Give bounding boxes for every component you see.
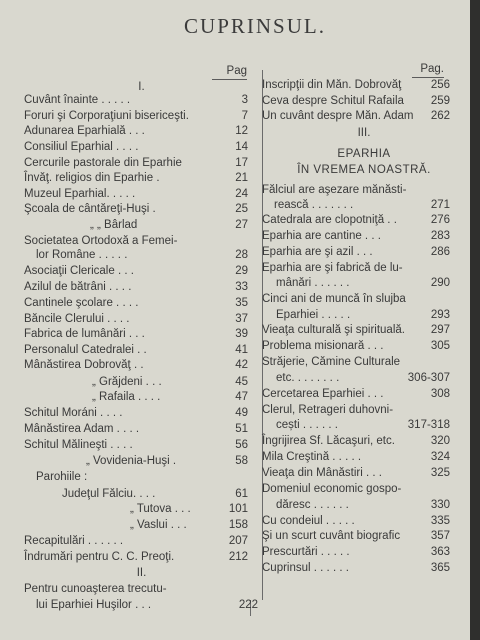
toc-entry-page: 29 xyxy=(235,265,248,277)
toc-entry-text: Mânăstirea Adam . . . . xyxy=(24,423,140,435)
toc-entry-text: Domeniul economic gospo- xyxy=(262,483,402,495)
toc-entry-page: 28 xyxy=(235,249,248,261)
toc-entry-text: Eparhiei . . . . . xyxy=(276,309,351,321)
toc-entry-page: 56 xyxy=(235,439,248,451)
toc-entry-page: 365 xyxy=(430,562,450,574)
toc-entry-page: 324 xyxy=(430,451,450,463)
toc-entry-text: „ Vaslui . . . xyxy=(130,519,187,531)
toc-entry-text: Cuprinsul . . . . . . xyxy=(262,562,349,574)
toc-entry-page: 33 xyxy=(235,281,248,293)
toc-entry-text: „ Grăjdeni . . . xyxy=(92,376,162,388)
toc-entry-page: 49 xyxy=(235,407,248,419)
toc-entry-text: Recapitulări . . . . . . xyxy=(24,535,124,547)
toc-entry-text: Fabrica de lumânări . . . xyxy=(24,328,145,340)
toc-entry-page: 293 xyxy=(430,309,450,321)
right-section-3: III. xyxy=(357,127,371,139)
toc-entry-text: Schitul Moráni . . . . xyxy=(24,407,123,419)
toc-entry-text: Cercetarea Eparhiei . . . xyxy=(262,388,384,400)
toc-entry-text: Consiliul Eparhial . . . . xyxy=(24,141,139,153)
toc-entry-page: 335 xyxy=(430,515,450,527)
toc-entry-text: Băncile Clerului . . . . xyxy=(24,313,130,325)
toc-entry-page: 61 xyxy=(235,488,248,500)
toc-entry-page: 212 xyxy=(228,551,248,563)
page-title: CUPRINSUL. xyxy=(184,14,326,38)
toc-entry-page: 3 xyxy=(241,94,248,106)
toc-entry-page: 17 xyxy=(235,157,248,169)
toc-entry-page: 47 xyxy=(235,391,248,403)
toc-entry-text: Fălciul are aşezare mănăsti- xyxy=(262,184,407,196)
toc-entry-text: „ Vovidenia-Huşi . xyxy=(86,455,177,467)
toc-entry-text: Mila Creştină . . . . . xyxy=(262,451,362,463)
toc-entry-text: lor Române . . . . . xyxy=(36,249,128,261)
toc-entry-page: 37 xyxy=(235,313,248,325)
toc-entry-text: Societatea Ortodoxă a Femei- xyxy=(24,235,178,247)
toc-entry-text: Azilul de bătrâni . . . . xyxy=(24,281,132,293)
toc-entry-text: „ Tutova . . . xyxy=(130,503,191,515)
toc-entry-page: 305 xyxy=(430,340,450,352)
toc-entry-text: „ Rafaila . . . . xyxy=(92,391,161,403)
toc-entry-page: 357 xyxy=(430,530,450,542)
toc-entry-text: mânări . . . . . . xyxy=(276,277,350,289)
toc-entry-page: 45 xyxy=(235,376,248,388)
toc-entry-text: Învăţ. religios din Eparhie . xyxy=(24,172,160,184)
toc-entry-text: Eparhia are şi azil . . . xyxy=(262,246,373,258)
toc-entry-page: 7 xyxy=(241,110,248,122)
toc-entry-page: 259 xyxy=(430,95,450,107)
toc-entry-text: Cuvânt înainte . . . . . xyxy=(24,94,131,106)
toc-entry-page: 25 xyxy=(235,203,248,215)
toc-entry-text: Personalul Catedralei . . xyxy=(24,344,147,356)
toc-entry-page: 35 xyxy=(235,297,248,309)
toc-entry-text: Eparhia are cantine . . . xyxy=(262,230,381,242)
toc-entry-page: 330 xyxy=(430,499,450,511)
toc-entry-page: 41 xyxy=(235,344,248,356)
toc-entry-page: 308 xyxy=(430,388,450,400)
toc-entry-page: 39 xyxy=(235,328,248,340)
toc-entry-page: 290 xyxy=(430,277,450,289)
toc-entry-page: 14 xyxy=(235,141,248,153)
toc-entry-page: 21 xyxy=(235,172,248,184)
toc-entry-page: 58 xyxy=(235,455,248,467)
toc-entry-text: cești . . . . . . xyxy=(276,419,338,431)
toc-entry-text: Catedrala are clopotniţă . . xyxy=(262,214,397,226)
left-pag-label: Pag xyxy=(212,64,247,80)
toc-entry-text: lui Eparhiei Huşilor . . . xyxy=(36,599,152,611)
toc-entry-text: Asociaţii Clericale . . . xyxy=(24,265,134,277)
toc-entry-text: Inscripţii din Măn. Dobrovăţ xyxy=(262,79,402,91)
toc-entry-text: dăresc . . . . . . xyxy=(276,499,349,511)
toc-entry-text: Prescurtări . . . . . xyxy=(262,546,350,558)
toc-entry-page: 325 xyxy=(430,467,450,479)
toc-entry-text: Şi un scurt cuvânt biografic xyxy=(262,530,401,542)
right-pag-label: Pag. xyxy=(412,62,444,78)
toc-entry-page: 276 xyxy=(430,214,450,226)
toc-entry-text: Cinci ani de muncă în slujba xyxy=(262,293,406,305)
toc-entry-text: Vieaţa culturală şi spirituală. xyxy=(262,324,405,336)
toc-entry-page: 101 xyxy=(228,503,248,515)
toc-entry-text: Foruri şi Corporaţiuni bisericeşti. xyxy=(24,110,189,122)
toc-entry-text: Pentru cunoaşterea trecutu- xyxy=(24,583,167,595)
toc-entry-text: Vieaţa din Mânăstiri . . . xyxy=(262,467,382,479)
toc-entry-text: Muzeul Eparhial. . . . . xyxy=(24,188,136,200)
toc-entry-text: Eparhia are şi fabrică de lu- xyxy=(262,262,403,274)
toc-entry-page: 363 xyxy=(430,546,450,558)
toc-entry-text: Judeţul Fălciu. . . . xyxy=(62,488,156,500)
toc-entry-text: rească . . . . . . . xyxy=(274,199,354,211)
toc-entry-page: 222 xyxy=(238,599,258,611)
toc-entry-text: Străjerie, Cămine Culturale xyxy=(262,356,401,368)
toc-entry-page: 12 xyxy=(235,125,248,137)
section-heading: EPARHIA xyxy=(337,148,391,160)
toc-entry-page: 306-307 xyxy=(407,372,450,384)
section-heading: ÎN VREMEA NOASTRĂ. xyxy=(297,164,431,176)
toc-entry-text: Parohiile : xyxy=(36,471,88,483)
toc-entry-text: Îngrijirea Sf. Lăcaşuri, etc. xyxy=(262,435,395,447)
toc-entry-text: Cu condeiul . . . . . xyxy=(262,515,355,527)
left-section-2: II. xyxy=(136,567,147,579)
toc-entry-text: Adunarea Eparhială . . . xyxy=(24,125,145,137)
toc-entry-page: 271 xyxy=(430,199,450,211)
toc-entry-page: 297 xyxy=(430,324,450,336)
toc-entry-text: Mânăstirea Dobrovăţ . . xyxy=(24,359,144,371)
toc-entry-page: 51 xyxy=(235,423,248,435)
toc-entry-page: 256 xyxy=(430,79,450,91)
toc-entry-text: Cercurile pastorale din Eparhie xyxy=(24,157,182,169)
toc-entry-page: 207 xyxy=(228,535,248,547)
toc-entry-text: Îndrumări pentru C. C. Preoţi. xyxy=(24,551,175,563)
toc-entry-text: Ceva despre Schitul Rafaila xyxy=(262,95,404,107)
left-section-1: I. xyxy=(138,81,145,93)
toc-entry-text: Problema misionară . . . xyxy=(262,340,384,352)
toc-entry-page: 24 xyxy=(235,188,248,200)
toc-entry-page: 283 xyxy=(430,230,450,242)
toc-entry-page: 27 xyxy=(235,219,248,231)
toc-entry-text: Un cuvânt despre Măn. Adam xyxy=(262,110,414,122)
toc-entry-text: Şcoala de cântăreţi-Huşi . xyxy=(24,203,156,215)
toc-entry-text: Clerul, Retrageri duhovni- xyxy=(262,404,394,416)
toc-entry-text: Schitul Mălineşti . . . . xyxy=(24,439,133,451)
toc-entry-text: etc. . . . . . . . xyxy=(276,372,340,384)
toc-entry-page: 262 xyxy=(430,110,450,122)
toc-entry-page: 158 xyxy=(228,519,248,531)
toc-entry-page: 286 xyxy=(430,246,450,258)
toc-entry-text: „ „ Bârlad xyxy=(90,219,138,231)
toc-entry-page: 42 xyxy=(235,359,248,371)
toc-entry-text: Cantinele şcolare . . . . xyxy=(24,297,139,309)
toc-entry-page: 320 xyxy=(430,435,450,447)
toc-entry-page: 317-318 xyxy=(407,419,450,431)
